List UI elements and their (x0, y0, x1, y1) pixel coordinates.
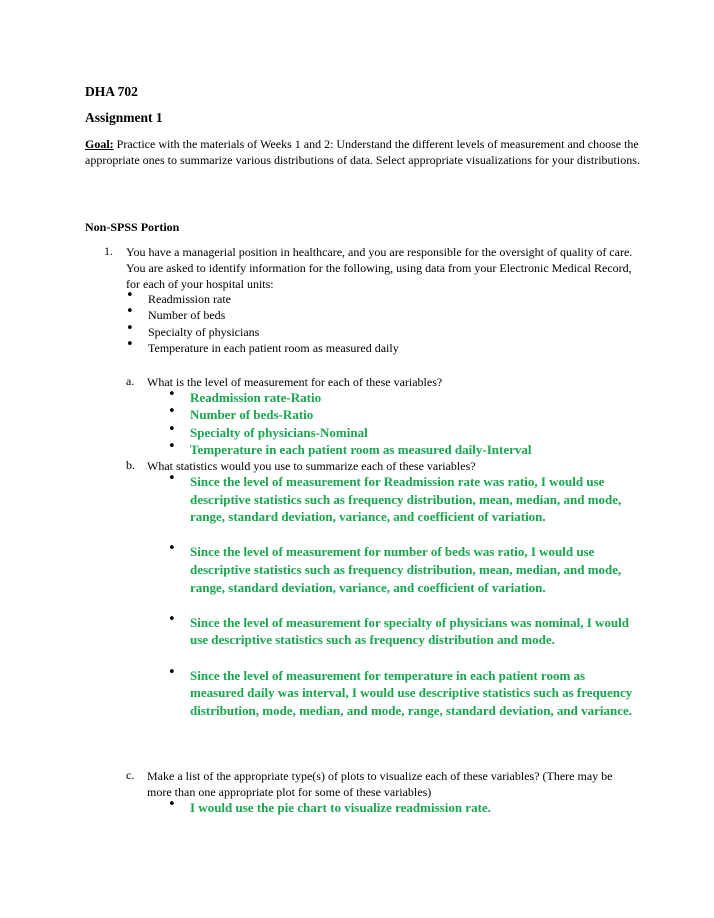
part-b-letter: b. (126, 458, 135, 472)
answer-item (168, 389, 531, 406)
answer-text: Since the level of measurement for specialty of physicians was nominal, I would use descriptive statistics such as frequency distribution and mode. (190, 614, 629, 648)
answer-text: Since the level of measurement for number of beds was ratio, I would use descriptive statistics such as frequency distribution, mean, median, and mode, range, standard deviation, variance, and coefficient of variation. (190, 544, 622, 595)
bullet-icon: • (168, 797, 176, 812)
part-c-letter: c. (126, 768, 135, 782)
list-item (126, 304, 399, 323)
goal-paragraph (85, 136, 645, 168)
goal-label: Goal: (85, 137, 114, 151)
variable-label: Specialty of physicians (148, 324, 260, 339)
section-title: Non-SPSS Portion (85, 220, 180, 234)
answer-item (168, 799, 491, 817)
list-item (126, 336, 399, 356)
course-code: DHA 702 (85, 84, 138, 99)
bullet-icon: • (168, 664, 176, 680)
answer-text: Number of beds-Ratio (190, 407, 314, 423)
answer-item (168, 406, 531, 423)
variable-label: Readmission rate (148, 292, 231, 306)
question-text: You have a managerial position in healthcare, and you are responsible for the oversight of quality of care. You are asked to identify information for the following, using data from your Electronic Medical Record, for each of your hospital units: (126, 245, 633, 291)
part-c-answers (168, 799, 491, 817)
part-a-question: What is the level of measurement for each of these variables? (147, 375, 443, 389)
answer-text: I would use the pie chart to visualize readmission rate. (190, 800, 491, 815)
part-a-answers (168, 389, 531, 458)
answer-item (168, 473, 640, 526)
list-item (126, 288, 399, 307)
answer-text: Specialty of physicians-Nominal (190, 424, 368, 440)
bullet-icon: • (168, 471, 176, 486)
part-c-question: Make a list of the appropriate type(s) of plots to visualize each of these variables? (There may be more than one appropriate plot for some of these variables) (147, 769, 613, 799)
answer-text: Temperature in each patient room as measured daily-Interval (190, 441, 532, 457)
list-item (126, 320, 399, 340)
goal-text: Practice with the materials of Weeks 1 and 2: Understand the different levels of measurement and choose the appropriate ones to summarize various distributions of data. Select appropriate visualizations for your distributions. (85, 137, 640, 167)
part-a-letter: a. (126, 374, 135, 388)
variable-label: Temperature in each patient room as measured daily (148, 340, 399, 355)
answer-item (168, 543, 640, 596)
bullet-icon: • (126, 288, 134, 303)
bullet-icon: • (168, 404, 176, 420)
answer-item (168, 664, 640, 720)
question-number: 1. (104, 244, 113, 258)
bullet-icon: • (168, 611, 176, 627)
answer-item (168, 438, 532, 458)
answer-text: Since the level of measurement for Readmission rate was ratio, I would use descriptive statistics such as frequency distribution, mean, median, and mode, range, standard deviation, variance, and coefficient of variation. (190, 474, 622, 525)
part-b-answers (168, 473, 640, 719)
answer-text: Readmission rate-Ratio (190, 390, 322, 405)
bullet-icon: • (126, 336, 134, 352)
bullet-icon: • (168, 541, 176, 557)
variable-label: Number of beds (148, 308, 226, 323)
part-b-question: What statistics would you use to summarize each of these variables? (147, 459, 476, 473)
variable-list (126, 288, 399, 356)
answer-item (168, 421, 531, 441)
bullet-icon: • (168, 438, 176, 454)
bullet-icon: • (168, 421, 176, 437)
answer-item (168, 611, 640, 649)
assignment-title: Assignment 1 (85, 110, 163, 125)
bullet-icon: • (168, 387, 176, 402)
bullet-icon: • (126, 304, 134, 320)
answer-text: Since the level of measurement for temperature in each patient room as measured daily was interval, I would use descriptive statistics such as frequency distribution, mode, median, and mode, range, standard deviation, and variance. (190, 667, 633, 718)
bullet-icon: • (126, 320, 134, 336)
